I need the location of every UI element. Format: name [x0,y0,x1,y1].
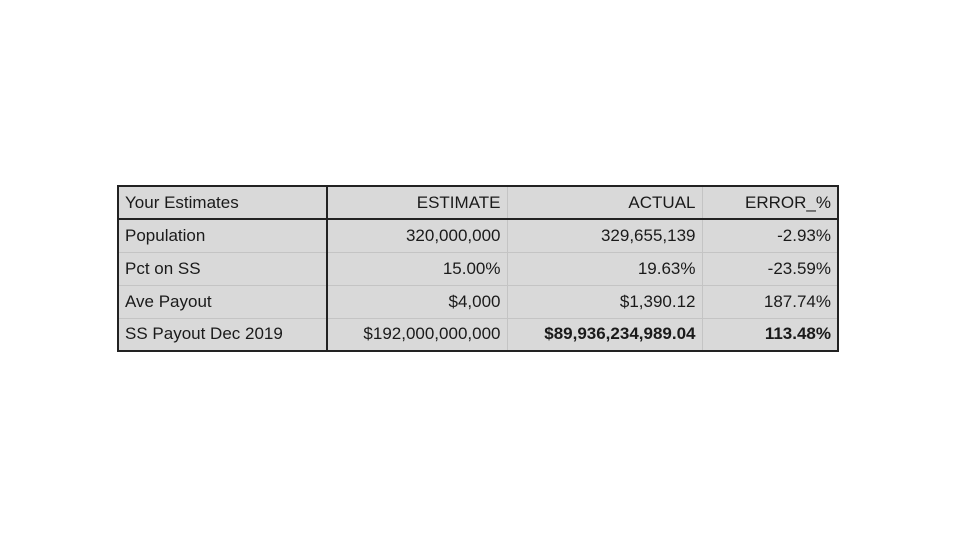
table-row-pct-on-ss [118,252,838,285]
estimate-cell[interactable]: 15.00% [327,252,507,285]
actual-cell[interactable]: 329,655,139 [507,219,702,252]
table-row-ss-payout [118,318,838,351]
estimates-table [117,185,839,352]
error-cell[interactable]: 113.48% [702,318,838,351]
estimate-cell[interactable]: $192,000,000,000 [327,318,507,351]
table-header-row [118,186,838,219]
actual-cell[interactable]: $1,390.12 [507,285,702,318]
error-cell[interactable]: -23.59% [702,252,838,285]
header-error-cell[interactable]: ERROR_% [702,186,838,219]
estimate-cell[interactable]: $4,000 [327,285,507,318]
row-label-cell[interactable]: Pct on SS [118,252,327,285]
error-cell[interactable]: 187.74% [702,285,838,318]
table-row-population [118,219,838,252]
estimates-table-container [117,185,837,356]
actual-cell[interactable]: 19.63% [507,252,702,285]
error-cell[interactable]: -2.93% [702,219,838,252]
header-label-cell[interactable]: Your Estimates [118,186,327,219]
table-row-ave-payout [118,285,838,318]
header-estimate-cell[interactable]: ESTIMATE [327,186,507,219]
header-actual-cell[interactable]: ACTUAL [507,186,702,219]
row-label-cell[interactable]: Ave Payout [118,285,327,318]
actual-cell[interactable]: $89,936,234,989.04 [507,318,702,351]
row-label-cell[interactable]: SS Payout Dec 2019 [118,318,327,351]
row-label-cell[interactable]: Population [118,219,327,252]
estimate-cell[interactable]: 320,000,000 [327,219,507,252]
